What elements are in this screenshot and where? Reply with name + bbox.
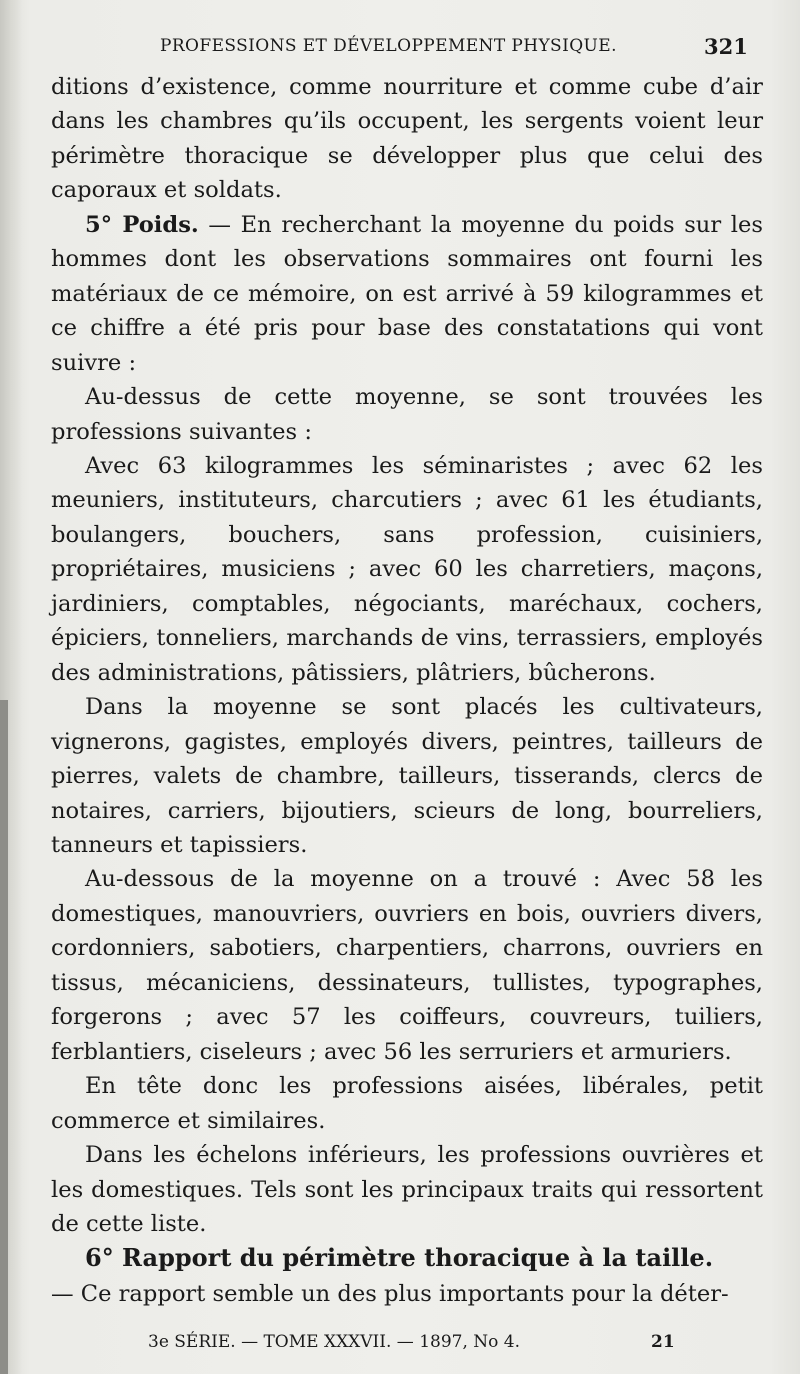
- paragraph-text: Dans la moyenne se sont placés les cultivateurs, vignerons, gagistes, employés divers, peintres, tailleurs de pierres, valets de chambre, tailleurs, tisserands, clercs de notaires, carriers, bijoutiers, scieurs de long, bourreliers, tanneurs et tapissiers.: [51, 694, 763, 858]
- paragraph-text: En tête donc les professions aisées, libérales, petit commerce et similaires.: [51, 1073, 763, 1134]
- paragraph-text: Avec 63 kilogrammes les séminaristes ; avec 62 les meuniers, instituteurs, charcutiers ; avec 61 les étudiants, boulangers, bouchers, sans profession, cuisiniers, propriétaires, musiciens ; avec 60 les charretiers, maçons, jardiniers, comptables, négociants, maréchaux, cochers, épiciers, tonneliers, marchands de vins, terrassiers, employés des administrations, pâtissiers, plâtriers, bûcherons.: [51, 452, 763, 686]
- page-number: 321: [704, 34, 748, 59]
- paragraph-section-6: [51, 1277, 763, 1311]
- paragraph-text: Dans les échelons inférieurs, les professions ouvrières et les domestiques. Tels sont les principaux traits qui ressortent de cette liste.: [51, 1142, 763, 1237]
- running-head: [0, 34, 800, 64]
- paragraph-poids: [51, 208, 763, 380]
- binding-edge: [0, 700, 8, 1374]
- paragraph-text: ditions d’existence, comme nourriture et comme cube d’air dans les chambres qu’ils occupent, les sergents voient leur périmètre thoracique se développer plus que celui des caporaux et soldats.: [51, 74, 763, 204]
- paragraph-au-dessus: [51, 380, 763, 449]
- paragraph-text: — Ce rapport semble un des plus importants pour la déter-: [51, 1280, 729, 1307]
- paragraph-continuation: [51, 70, 763, 208]
- body-text: [51, 70, 763, 1311]
- section-heading-rapport: 6° Rapport du périmètre thoracique à la taille.: [85, 1243, 714, 1273]
- paragraph-summary-top: [51, 1069, 763, 1138]
- paragraph-list-below: [51, 862, 763, 1069]
- paragraph-list-average: [51, 690, 763, 862]
- paragraph-summary-bottom: [51, 1138, 763, 1241]
- section-6: [51, 1241, 763, 1276]
- paragraph-text: Au-dessous de la moyenne on a trouvé : Avec 58 les domestiques, manouvriers, ouvriers en bois, ouvriers divers, cordonniers, sabotiers, charpentiers, charrons, ouvriers en tissus, mécaniciens, dessinateurs, tullistes, typographes, forgerons ; avec 57 les coiffeurs, couvreurs, tuiliers, ferblantiers, ciseleurs ; avec 56 les serruriers et armuriers.: [51, 866, 763, 1065]
- paragraph-list-above: [51, 449, 763, 690]
- footer-series-info: 3e SÉRIE. — TOME XXXVII. — 1897, No 4.: [148, 1332, 520, 1352]
- paragraph-text: Au-dessus de cette moyenne, se sont trouvées les professions suivantes :: [51, 384, 763, 445]
- running-head-title: PROFESSIONS ET DÉVELOPPEMENT PHYSIQUE.: [160, 36, 617, 56]
- footer-signature-number: 21: [651, 1332, 675, 1352]
- page-footer: [0, 1332, 800, 1362]
- section-heading-poids: 5° Poids.: [85, 211, 199, 238]
- paragraph-text: — En recherchant la moyenne du poids sur les hommes dont les observations sommaires ont fourni les matériaux de ce mémoire, on est arrivé à 59 kilogrammes et ce chiffre a été pris pour base des constatations qui vont suivre :: [51, 211, 763, 376]
